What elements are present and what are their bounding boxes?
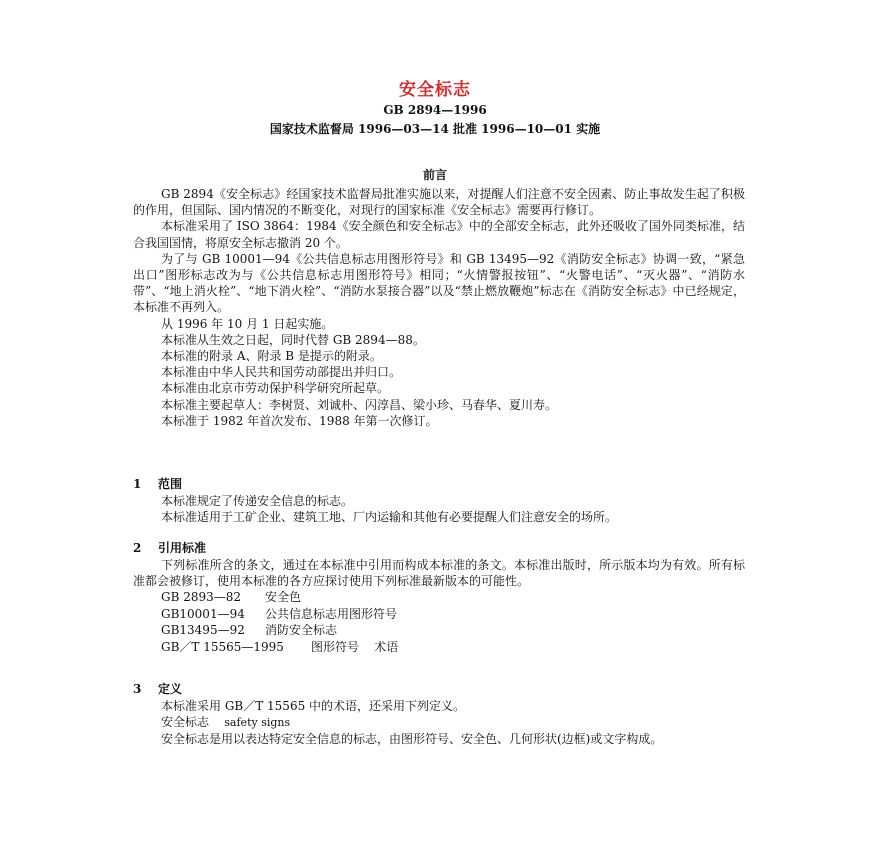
section-title: 范围 <box>158 477 183 491</box>
section-heading <box>133 476 745 493</box>
preface-paragraph: 本标准从生效之日起，同时代替 GB 2894—88。 <box>161 332 425 347</box>
section-number: 3 <box>133 682 142 696</box>
preface-paragraph: 本标准由中华人民共和国劳动部提出并归口。 <box>161 365 402 380</box>
section-title: 定义 <box>158 682 183 696</box>
section-paragraph: 本标准适用于工矿企业、建筑工地、厂内运输和其他有必要提醒人们注意安全的场所。 <box>161 510 618 525</box>
section-paragraph: 下列标准所含的条文，通过在本标准中引用而构成本标准的条文。本标准出版时，所示版本均为有效。所有标准都会被修订，使用本标准的各方应探讨使用下列标准最新版本的可能性。 <box>133 558 745 589</box>
section-heading <box>133 540 745 557</box>
section-paragraph: 安全标志是用以表达特定安全信息的标志，由图形符号、安全色、几何形状(边框)或文字构成。 <box>161 732 663 747</box>
preface-heading: 前言 <box>422 168 447 182</box>
reference-name: 安全色 <box>265 590 302 605</box>
reference-item <box>133 589 745 606</box>
reference-name: 消防安全标志 <box>265 623 338 638</box>
reference-code: GB 2893—82 <box>161 590 242 605</box>
section-references <box>133 540 745 655</box>
term-zh: 安全标志 <box>161 715 210 730</box>
section-number: 1 <box>133 477 142 491</box>
section-scope <box>133 476 745 525</box>
section-heading <box>133 681 745 698</box>
term-line <box>133 714 745 731</box>
reference-code: GB10001—94 <box>161 606 245 621</box>
document-title: 安全标志 <box>399 80 471 100</box>
section-paragraph: 本标准规定了传递安全信息的标志。 <box>161 494 354 508</box>
preface-body <box>133 186 745 429</box>
reference-item <box>133 639 745 656</box>
reference-name: 图形符号 术语 <box>311 639 399 654</box>
section-number: 2 <box>133 541 142 555</box>
preface-paragraph: 本标准的附录 A、附录 B 是提示的附录。 <box>161 349 382 364</box>
reference-item <box>133 606 745 623</box>
reference-code: GB13495—92 <box>161 623 245 638</box>
approval-line: 国家技术监督局 1996—03—14 批准 1996—10—01 实施 <box>269 122 601 136</box>
preface-paragraph: 本标准于 1982 年首次发布、1988 年第一次修订。 <box>161 413 438 428</box>
preface-paragraph: 本标准采用了 ISO 3864：1984《安全颜色和安全标志》中的全部安全标志，此外还吸收了国外同类标准，结合我国国情，将原安全标志撤消 20 个。 <box>133 219 745 250</box>
term-en: safety signs <box>224 716 291 730</box>
reference-code: GB／T 15565—1995 <box>161 639 284 654</box>
preface-paragraph: 本标准由北京市劳动保护科学研究所起草。 <box>161 381 390 396</box>
preface-paragraph: 本标准主要起草人：李树贤、刘诚朴、闪淳昌、梁小珍、马春华、夏川寿。 <box>161 397 558 412</box>
preface-paragraph: GB 2894《安全标志》经国家技术监督局批准实施以来，对提醒人们注意不安全因素、防止事故发生起了积极的作用，但国际、国内情况的不断变化，对现行的国家标准《安全标志》需要再行修订。 <box>133 187 745 218</box>
reference-name: 公共信息标志用图形符号 <box>265 606 398 621</box>
preface-paragraph: 从 1996 年 10 月 1 日起实施。 <box>161 316 334 331</box>
standard-number: GB 2894—1996 <box>383 103 487 117</box>
section-definitions <box>133 681 745 748</box>
section-title: 引用标准 <box>158 541 207 555</box>
reference-item <box>133 622 745 639</box>
section-paragraph: 本标准采用 GB／T 15565 中的术语，还采用下列定义。 <box>161 699 466 713</box>
preface-paragraph: 为了与 GB 10001—94《公共信息标志用图形符号》和 GB 13495—92《消防安全标志》协调一致，“紧急出口”图形标志改为与《公共信息标志用图形符号》相同；“火情警报按钮”、“火警电话”、“灭火器”、“消防水带”、“地上消火栓”、“地下消火栓”、“消防水泵接合器”以及“禁止燃放鞭炮”标志在《消防安全标志》中已经规定，本标准不再列入。 <box>133 251 745 315</box>
